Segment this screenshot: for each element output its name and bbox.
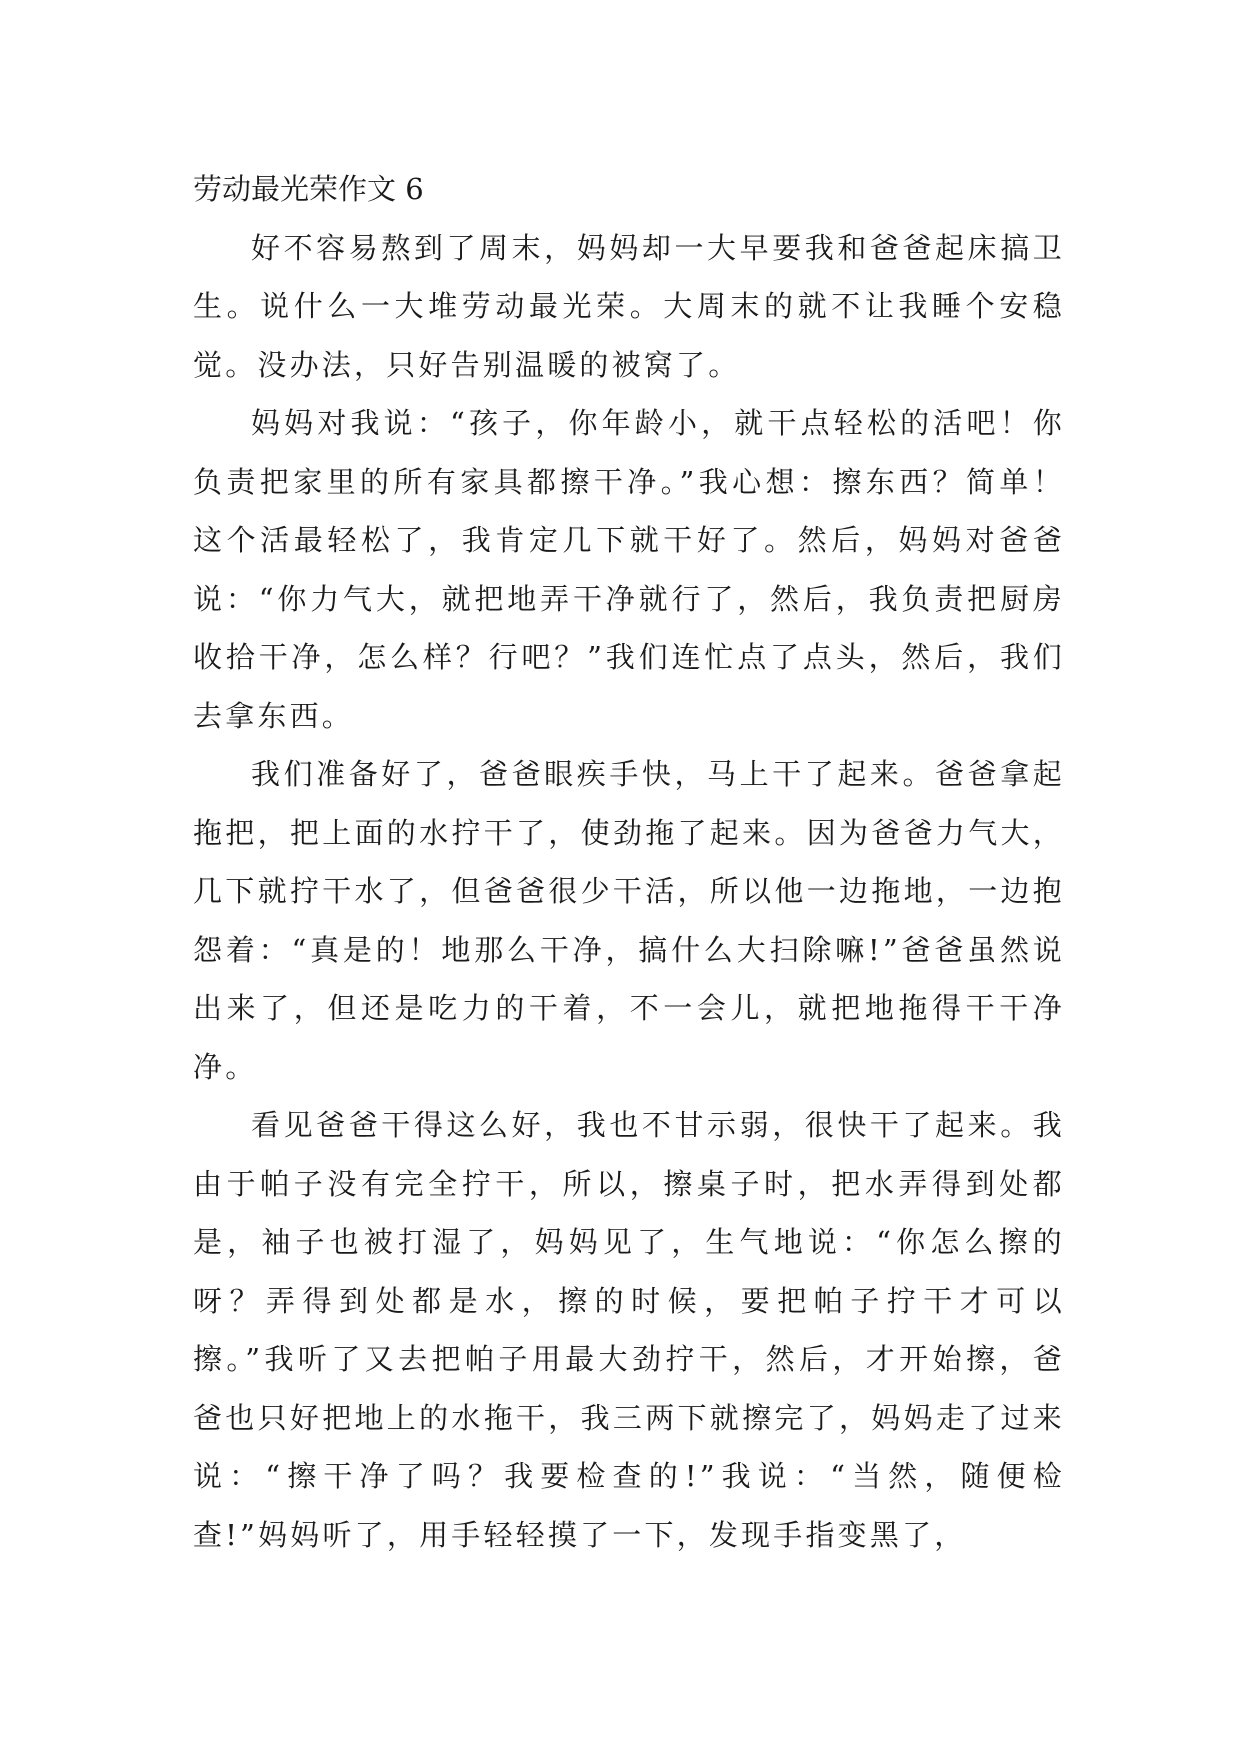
paragraph: 妈妈对我说：“孩子，你年龄小，就干点轻松的活吧！你负责把家里的所有家具都擦干净。”我心想：擦东西？简单！这个活最轻松了，我肯定几下就干好了。然后，妈妈对爸爸说：“你力气大，就把地弄干净就行了，然后，我负责把厨房收拾干净，怎么样？行吧？”我们连忙点了点头，然后，我们去拿东西。 — [193, 406, 1065, 733]
document-body — [193, 160, 1065, 1564]
paragraph: 我们准备好了，爸爸眼疾手快，马上干了起来。爸爸拿起拖把，把上面的水拧干了，使劲拖了起来。因为爸爸力气大，几下就拧干水了，但爸爸很少干活，所以他一边拖地，一边抱怨着：“真是的！地那么干净，搞什么大扫除嘛!”爸爸虽然说出来了，但还是吃力的干着，不一会儿，就把地拖得干干净净。 — [193, 757, 1065, 1084]
document-title: 劳动最光荣作文 6 — [193, 172, 424, 206]
paragraph: 看见爸爸干得这么好，我也不甘示弱，很快干了起来。我由于帕子没有完全拧干，所以，擦桌子时，把水弄得到处都是，袖子也被打湿了，妈妈见了，生气地说：“你怎么擦的呀？弄得到处都是水，擦的时候，要把帕子拧干才可以擦。”我听了又去把帕子用最大劲拧干，然后，才开始擦，爸爸也只好把地上的水拖干，我三两下就擦完了，妈妈走了过来说：“擦干净了吗？我要检查的!”我说：“当然，随便检查!”妈妈听了，用手轻轻摸了一下，发现手指变黑了， — [193, 1108, 1065, 1552]
paragraph: 好不容易熬到了周末，妈妈却一大早要我和爸爸起床搞卫生。说什么一大堆劳动最光荣。大周末的就不让我睡个安稳觉。没办法，只好告别温暖的被窝了。 — [193, 230, 1065, 382]
